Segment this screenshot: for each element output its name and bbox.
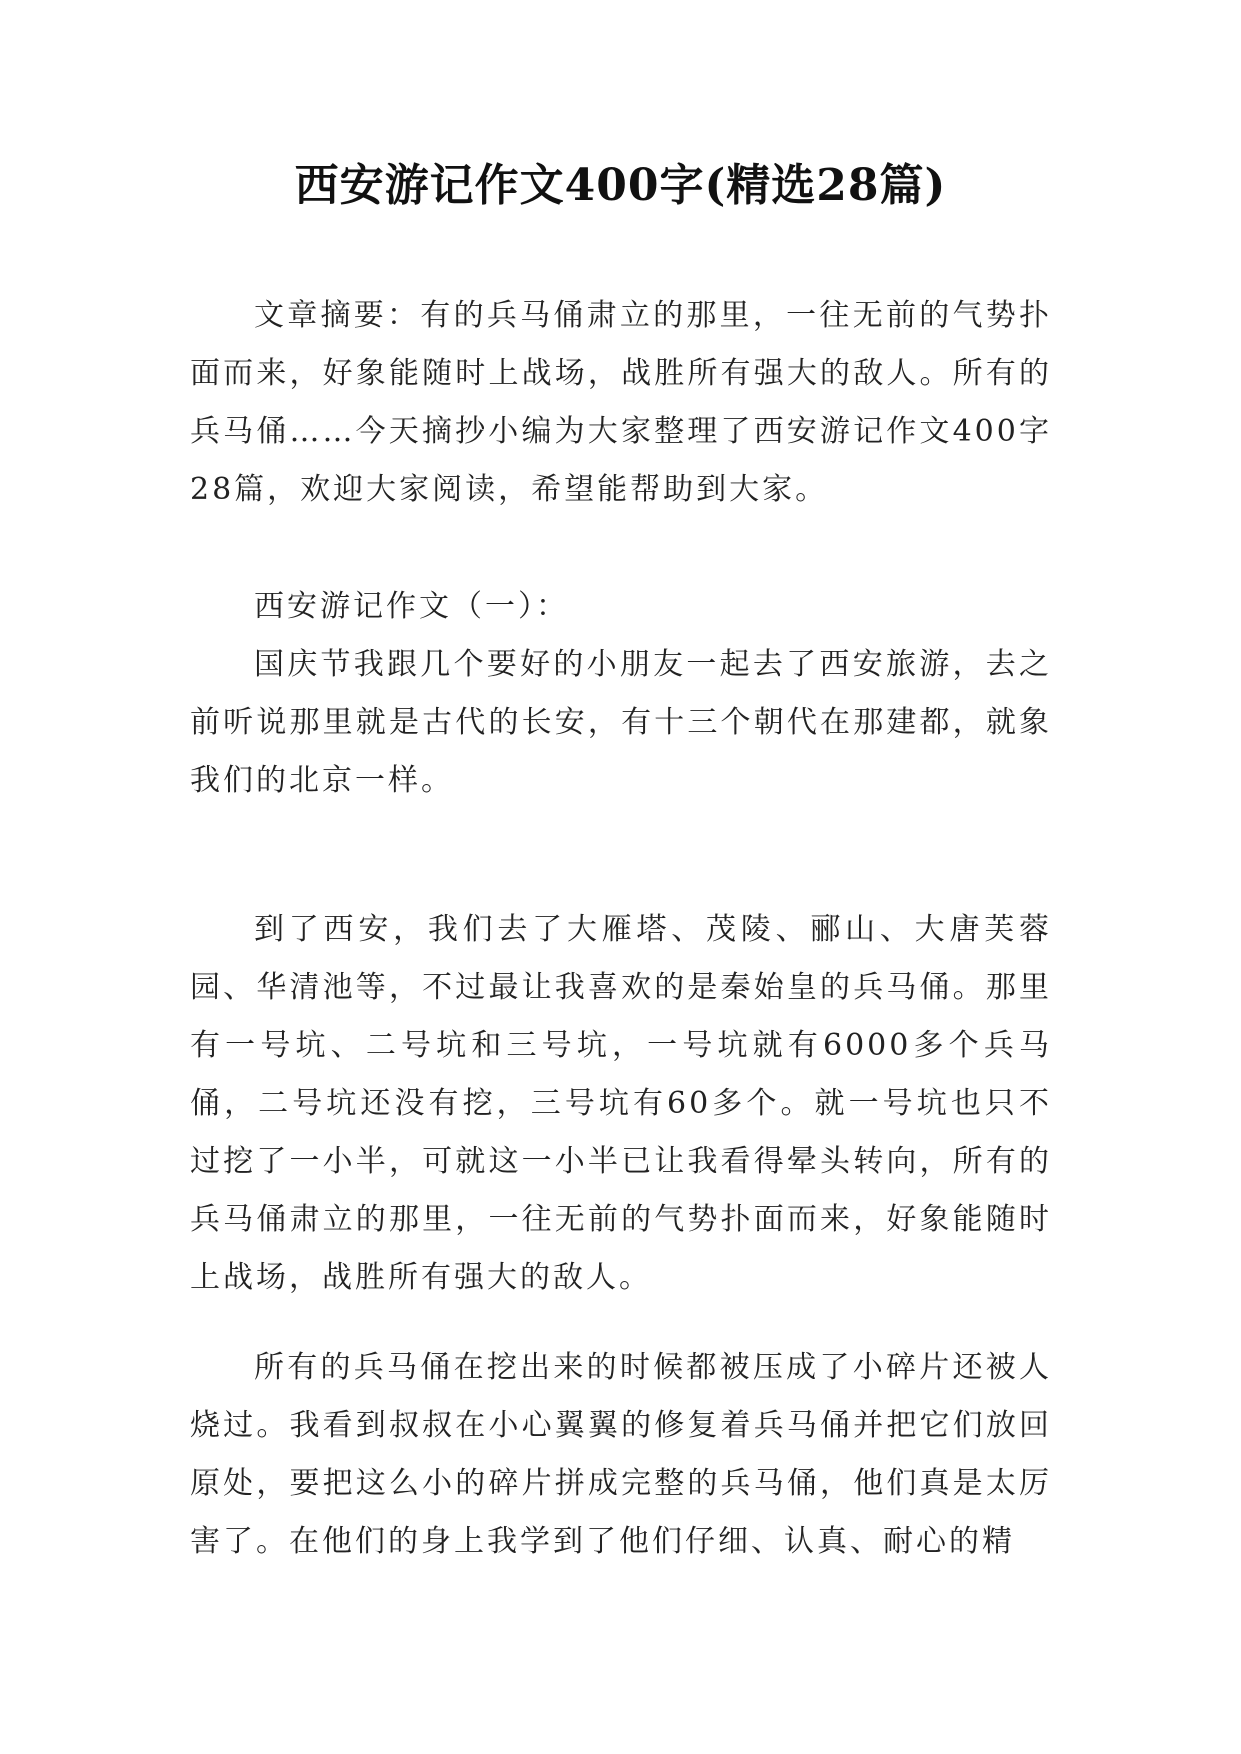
paragraph-block-1 [190, 636, 1052, 810]
body-paragraph: 国庆节我跟几个要好的小朋友一起去了西安旅游，去之前听说那里就是古代的长安，有十三个朝代在那建都，就象我们的北京一样。 [190, 647, 1052, 798]
section-heading-block [190, 578, 1052, 636]
summary-paragraph: 文章摘要：有的兵马俑肃立的那里，一往无前的气势扑面而来，好象能随时上战场，战胜所有强大的敌人。所有的兵马俑……今天摘抄小编为大家整理了西安游记作文400字28篇，欢迎大家阅读，希望能帮助到大家。 [190, 298, 1052, 507]
section-heading: 西安游记作文（一）： [254, 589, 569, 624]
paragraph-block-2 [190, 901, 1052, 1307]
article-summary [190, 287, 1052, 519]
paragraph-block-3 [190, 1339, 1052, 1571]
document-title: 西安游记作文400字(精选28篇) [294, 160, 947, 211]
body-paragraph: 到了西安，我们去了大雁塔、茂陵、郦山、大唐芙蓉园、华清池等，不过最让我喜欢的是秦始皇的兵马俑。那里有一号坑、二号坑和三号坑，一号坑就有6000多个兵马俑，二号坑还没有挖，三号坑有60多个。就一号坑也只不过挖了一小半，可就这一小半已让我看得晕头转向，所有的兵马俑肃立的那里，一往无前的气势扑面而来，好象能随时上战场，战胜所有强大的敌人。 [190, 912, 1052, 1295]
body-paragraph: 所有的兵马俑在挖出来的时候都被压成了小碎片还被人烧过。我看到叔叔在小心翼翼的修复着兵马俑并把它们放回原处，要把这么小的碎片拼成完整的兵马俑，他们真是太厉害了。在他们的身上我学到了他们仔细、认真、耐心的精 [190, 1350, 1052, 1559]
